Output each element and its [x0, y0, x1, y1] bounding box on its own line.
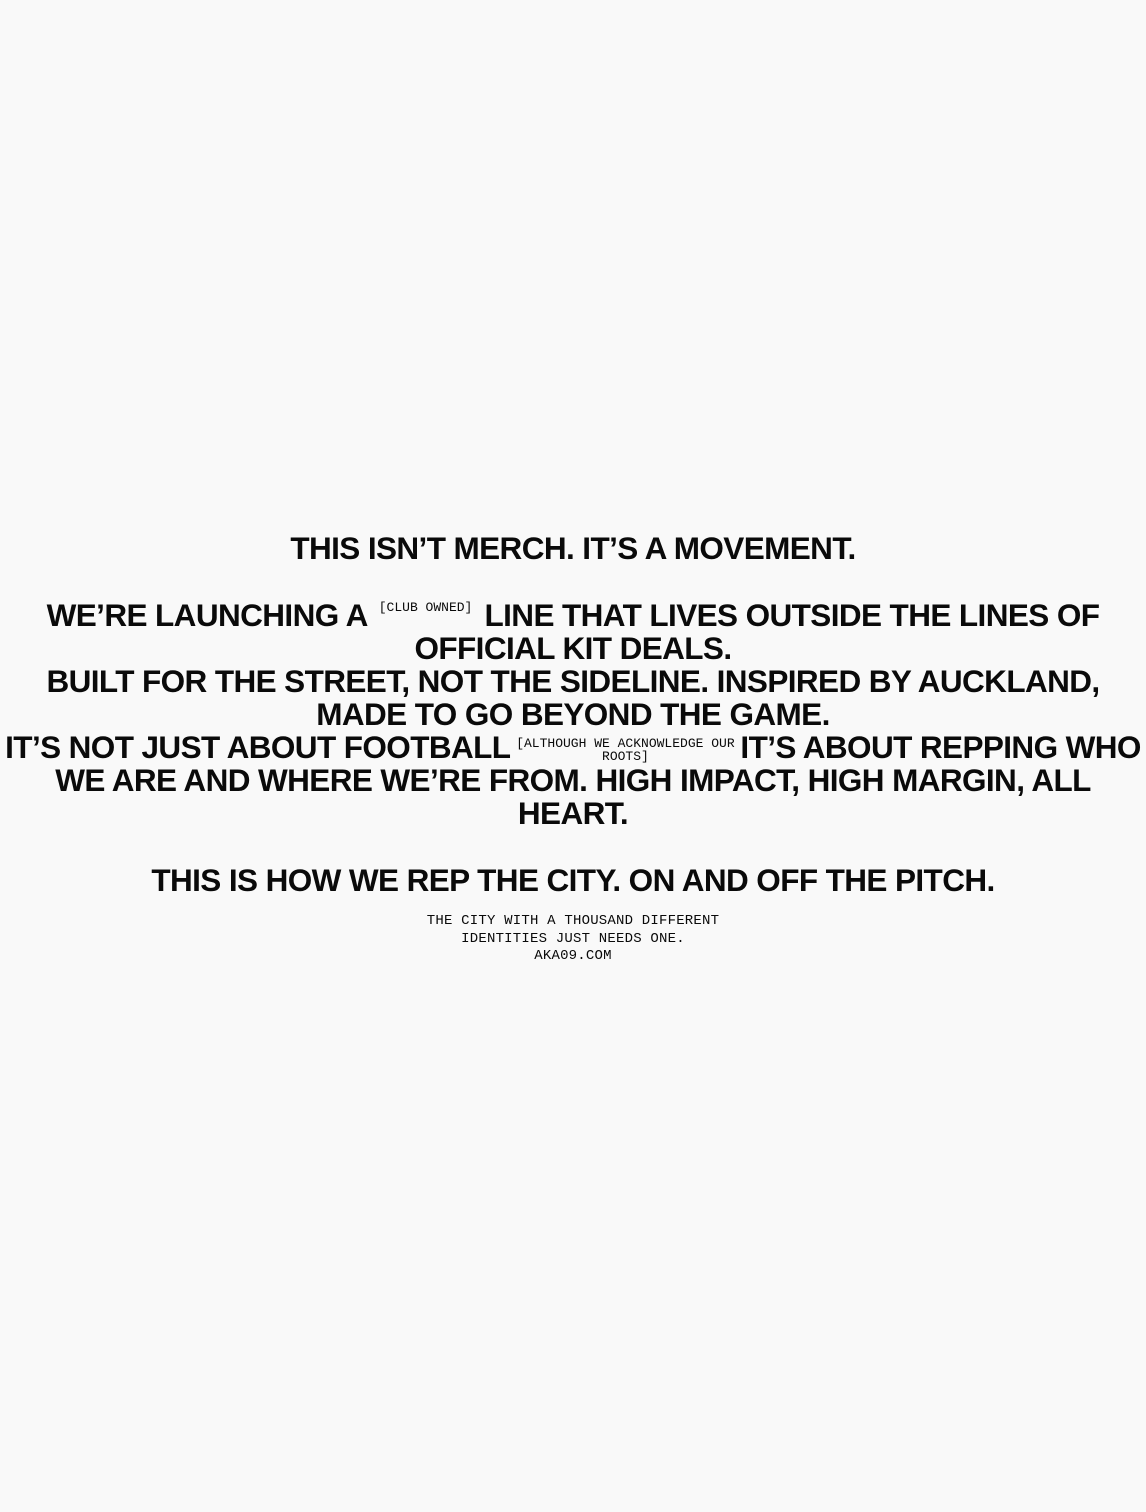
football-line-3: HEART.	[517, 795, 629, 831]
street-line-2: MADE TO GO BEYOND THE GAME.	[316, 696, 830, 732]
spacer	[0, 565, 1146, 599]
football-line-1	[0, 731, 1146, 764]
closing-statement: THIS IS HOW WE REP THE CITY. ON AND OFF THE PITCH.	[151, 862, 995, 898]
football-line-2: WE ARE AND WHERE WE’RE FROM. HIGH IMPACT, HIGH MARGIN, ALL	[55, 762, 1091, 798]
roots-note: [ALTHOUGH WE ACKNOWLEDGE OUR ROOTS]	[516, 736, 735, 764]
site-link[interactable]: AKA09.COM	[534, 948, 612, 964]
headline: THIS ISN’T MERCH. IT’S A MOVEMENT.	[290, 530, 856, 566]
launch-line-2: OFFICIAL KIT DEALS.	[414, 630, 732, 666]
tagline-line-1: THE CITY WITH A THOUSAND DIFFERENT	[426, 913, 720, 929]
tagline-line-2: IDENTITIES JUST NEEDS ONE.	[461, 930, 685, 947]
manifesto-section	[0, 532, 1146, 966]
tagline	[0, 913, 1146, 966]
club-owned-note: [CLUB OWNED]	[378, 600, 473, 615]
street-line-1: BUILT FOR THE STREET, NOT THE SIDELINE. INSPIRED BY AUCKLAND,	[46, 663, 1100, 699]
launch-line-1	[0, 599, 1146, 632]
spacer	[0, 830, 1146, 864]
football-lead-text: IT’S NOT JUST ABOUT FOOTBALL	[5, 729, 511, 765]
football-tail-text: IT’S ABOUT REPPING WHO	[740, 729, 1141, 765]
launch-tail-text: LINE THAT LIVES OUTSIDE THE LINES OF	[484, 597, 1100, 633]
launch-lead-text: WE’RE LAUNCHING A	[46, 597, 367, 633]
